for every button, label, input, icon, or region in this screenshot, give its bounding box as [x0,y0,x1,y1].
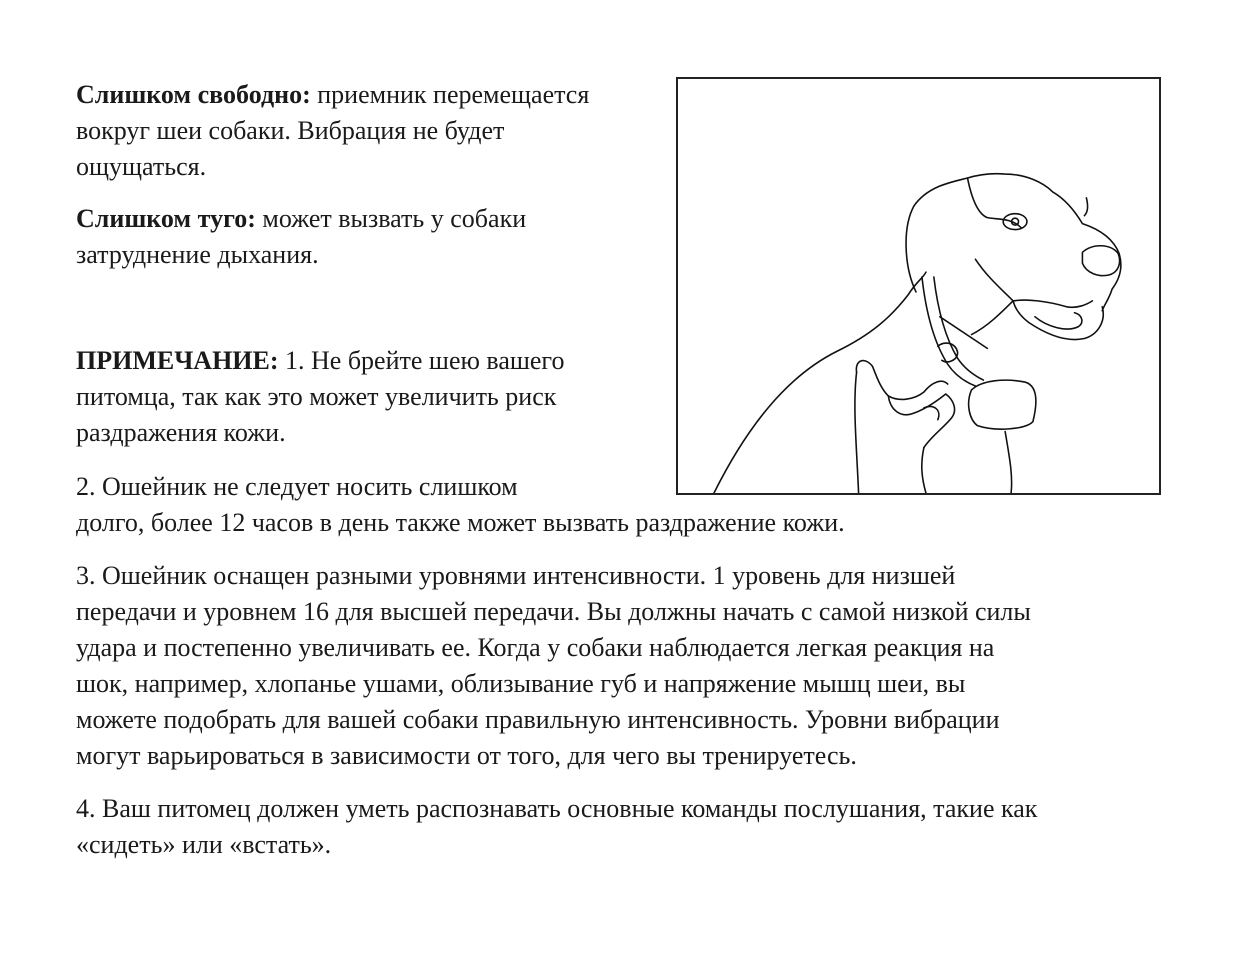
tight-line-2: затруднение дыхания. [76,240,319,269]
note-line-2: питомца, так как это может увеличить риск [76,382,557,411]
loose-line-3: ощущаться. [76,152,207,181]
item3-line-1: 3. Ошейник оснащен разными уровнями интенсивности. 1 уровень для низшей [76,561,956,590]
loose-label: Слишком свободно: [76,80,311,109]
item4-paragraph [76,791,1037,863]
dog-jaw [971,301,1013,335]
dog-tongue [1035,313,1082,329]
hand-palm [855,372,859,493]
dog-with-collar-icon [678,79,1159,493]
dog-eye [1003,214,1027,230]
tight-line-1: может вызвать у собаки [262,204,527,233]
dog-ear [906,174,1121,311]
dog-chest [1005,432,1011,493]
hand-thumb [856,361,947,400]
item3-line-4: шок, например, хлопанье ушами, облизывание губ и напряжение мышц шеи, вы [76,669,966,698]
item3-line-2: передачи и уровнем 16 для высшей передачи. Вы должны начать с самой низкой силы [76,597,1031,626]
item3-line-6: могут варьироваться в зависимости от того, для чего вы тренируетесь. [76,741,857,770]
dog-head-top [968,178,1021,228]
tight-paragraph [76,201,526,273]
dog-mouth [1013,300,1103,339]
dog-nose [1082,246,1119,276]
note-line-1: 1. Не брейте шею вашего [285,346,565,375]
loose-line-1: приемник перемещается [317,80,590,109]
hand-finger-2 [924,407,939,420]
loose-paragraph [76,77,589,185]
item4-line-1: 4. Ваш питомец должен уметь распознавать основные команды послушания, такие как [76,794,1038,823]
item2-line-2: долго, более 12 часов в день также может вызвать раздражение кожи. [76,508,845,537]
hand-fingers [888,394,954,447]
item3-line-5: можете подобрать для вашей собаки правильную интенсивность. Уровни вибрации [76,705,1000,734]
note-line-3: раздражения кожи. [76,418,286,447]
item3-paragraph [76,558,1031,774]
tight-label: Слишком туго: [76,204,256,233]
collar-receiver [969,380,1036,429]
note-label: ПРИМЕЧАНИЕ: [76,346,279,375]
dog-cheek [975,259,1013,301]
dog-neck-outline [714,272,926,493]
dog-brow [1084,198,1087,216]
dog-collar-illustration [676,77,1161,495]
note-paragraph [76,343,564,451]
item4-line-2: «сидеть» или «встать». [76,830,332,859]
hand-wrist [922,447,926,493]
item2-line-1: 2. Ошейник не следует носить слишком [76,472,518,501]
loose-line-2: вокруг шеи собаки. Вибрация не будет [76,116,505,145]
item3-line-3: удара и постепенно увеличивать ее. Когда у собаки наблюдается легкая реакция на [76,633,995,662]
